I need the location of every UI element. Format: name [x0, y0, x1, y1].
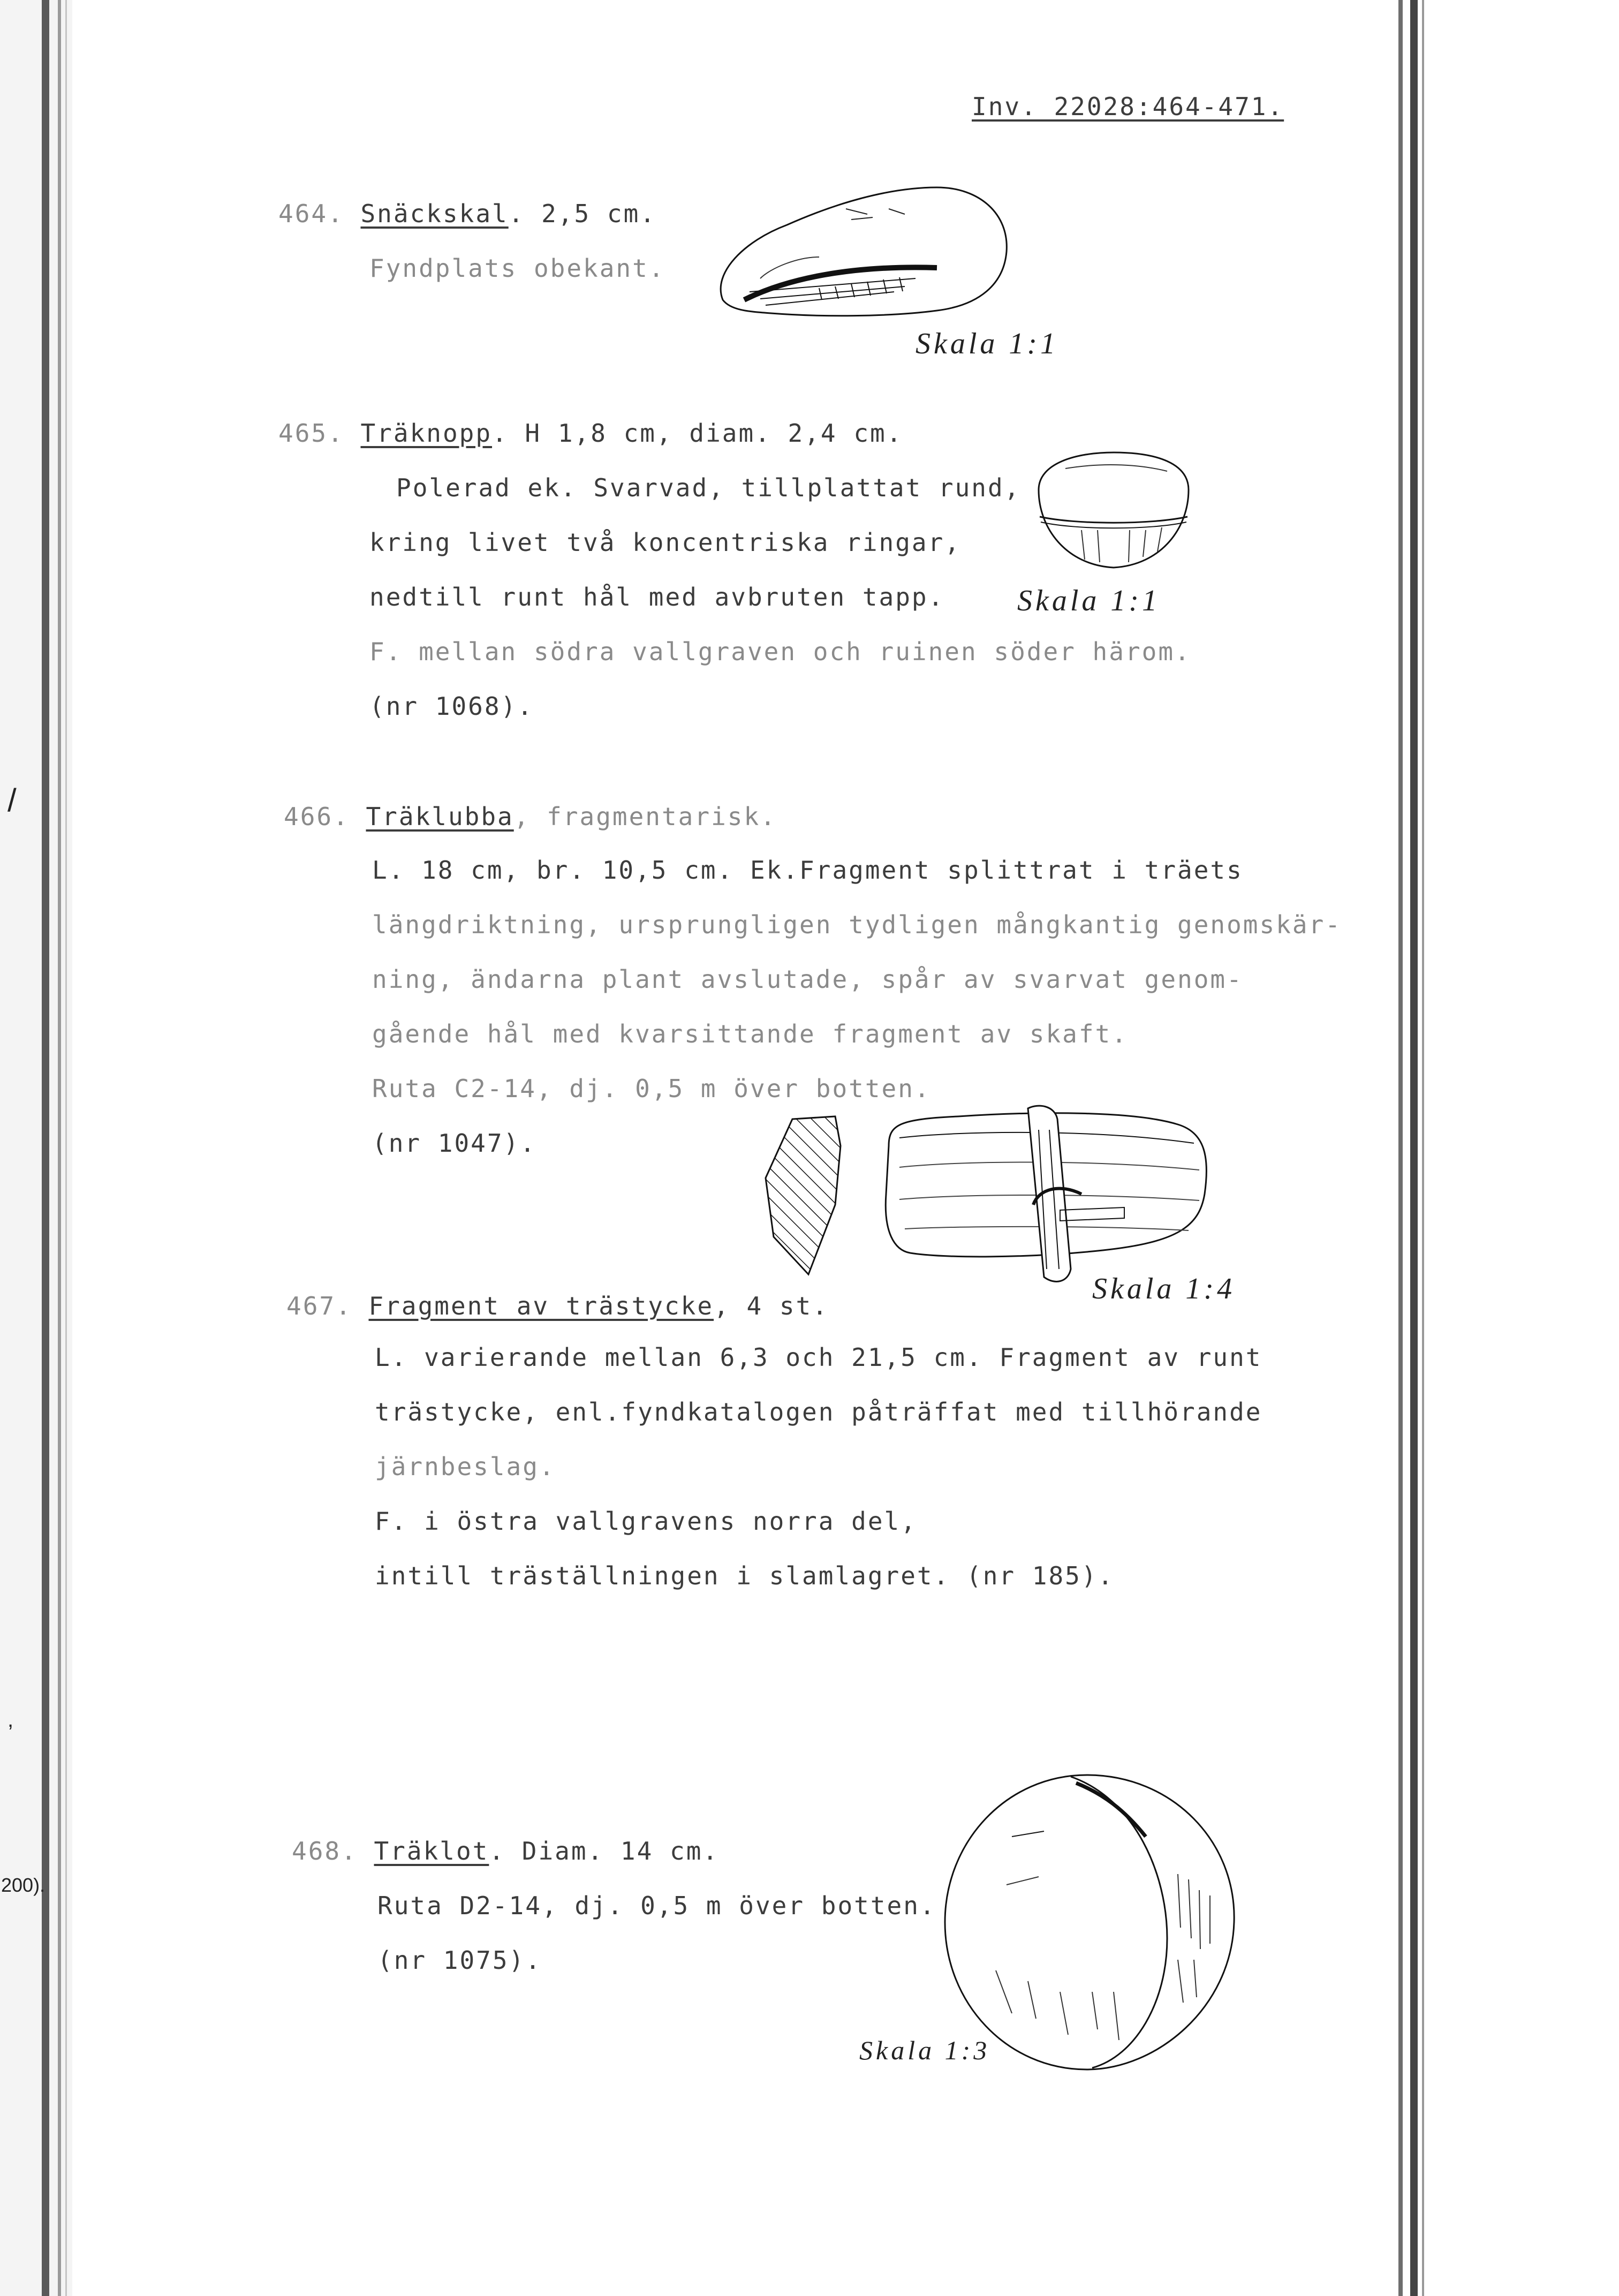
page-edge-rule	[1422, 0, 1424, 2296]
entry-title: Snäckskal	[360, 199, 509, 228]
binder-edge	[0, 0, 72, 2296]
entry-title: Träklot	[374, 1837, 489, 1865]
entry-line: längdriktning, ursprungligen tydligen mångkantig genomskär-	[372, 910, 1342, 939]
page-edge-rule	[1398, 0, 1403, 2296]
entry-number: 466.	[284, 802, 350, 831]
entry-size: . 2,5 cm.	[508, 199, 656, 228]
ball-drawing-icon	[932, 1767, 1242, 2078]
entry-467-heading	[286, 1292, 829, 1320]
binder-rule	[58, 0, 61, 2296]
entry-line: (nr 1068).	[369, 692, 534, 721]
entry-line: L. varierande mellan 6,3 och 21,5 cm. Fragment av runt	[375, 1343, 1262, 1372]
mallet-drawing-icon	[878, 1098, 1210, 1301]
entry-number: 465.	[278, 419, 344, 448]
entry-line: gående hål med kvarsittande fragment av skaft.	[372, 1019, 1128, 1048]
entry-line: L. 18 cm, br. 10,5 cm. Ek.Fragment splittrat i träets	[372, 856, 1243, 885]
shell-drawing-icon	[712, 177, 1012, 343]
entry-size: , 4 st.	[714, 1292, 829, 1320]
scale-label: Skala 1:4	[1092, 1272, 1236, 1305]
entry-title: Träknopp	[360, 419, 493, 448]
scale-label: Skala 1:1	[1017, 584, 1161, 617]
entry-line: Ruta C2-14, dj. 0,5 m över botten.	[372, 1074, 931, 1103]
entry-line: kring livet två koncentriska ringar,	[369, 528, 961, 557]
entry-number: 468.	[292, 1837, 358, 1865]
page-edge-rule	[1410, 0, 1418, 2296]
knob-drawing-icon	[1033, 447, 1194, 576]
entry-465-heading	[278, 419, 903, 448]
entry-line: Polerad ek. Svarvad, tillplattat rund,	[396, 473, 1021, 502]
entry-line: trästycke, enl.fyndkatalogen påträffat med tillhörande	[375, 1398, 1262, 1426]
entry-title: Träklubba	[366, 802, 514, 831]
entry-464-heading	[278, 199, 656, 228]
page-right-margin	[1396, 0, 1619, 2296]
entry-title: Fragment av trästycke	[368, 1292, 714, 1320]
entry-size: , fragmentarisk.	[513, 802, 777, 831]
scale-label: Skala 1:3	[859, 2035, 990, 2065]
mallet-section-icon	[760, 1114, 851, 1280]
entry-size: . Diam. 14 cm.	[489, 1837, 720, 1865]
entry-line: järnbeslag.	[375, 1452, 556, 1481]
entry-line: F. mellan södra vallgraven och ruinen söder härom.	[369, 637, 1191, 666]
scale-label: Skala 1:1	[916, 327, 1059, 360]
entry-line: Ruta D2-14, dj. 0,5 m över botten.	[377, 1891, 936, 1920]
entry-466-heading	[284, 802, 777, 831]
margin-mark: /	[7, 782, 17, 818]
entry-number: 467.	[286, 1292, 352, 1320]
entry-line: nedtill runt hål med avbruten tapp.	[369, 583, 945, 611]
margin-mark: 200).	[1, 1874, 46, 1896]
binder-rule	[65, 0, 67, 2296]
entry-line: intill träställningen i slamlagret. (nr 185).	[375, 1561, 1115, 1590]
margin-mark: ,	[7, 1708, 14, 1732]
entry-size: . H 1,8 cm, diam. 2,4 cm.	[492, 419, 903, 448]
entry-line: ning, ändarna plant avslutade, spår av svarvat genom-	[372, 965, 1243, 994]
entry-line: Fyndplats obekant.	[369, 254, 665, 283]
binder-rule	[42, 0, 49, 2296]
inventory-number: Inv. 22028:464-471.	[972, 92, 1284, 121]
entry-line: (nr 1075).	[377, 1946, 542, 1975]
entry-number: 464.	[278, 199, 344, 228]
entry-line: F. i östra vallgravens norra del,	[375, 1507, 917, 1536]
entry-468-heading	[292, 1837, 719, 1865]
entry-line: (nr 1047).	[372, 1129, 536, 1158]
